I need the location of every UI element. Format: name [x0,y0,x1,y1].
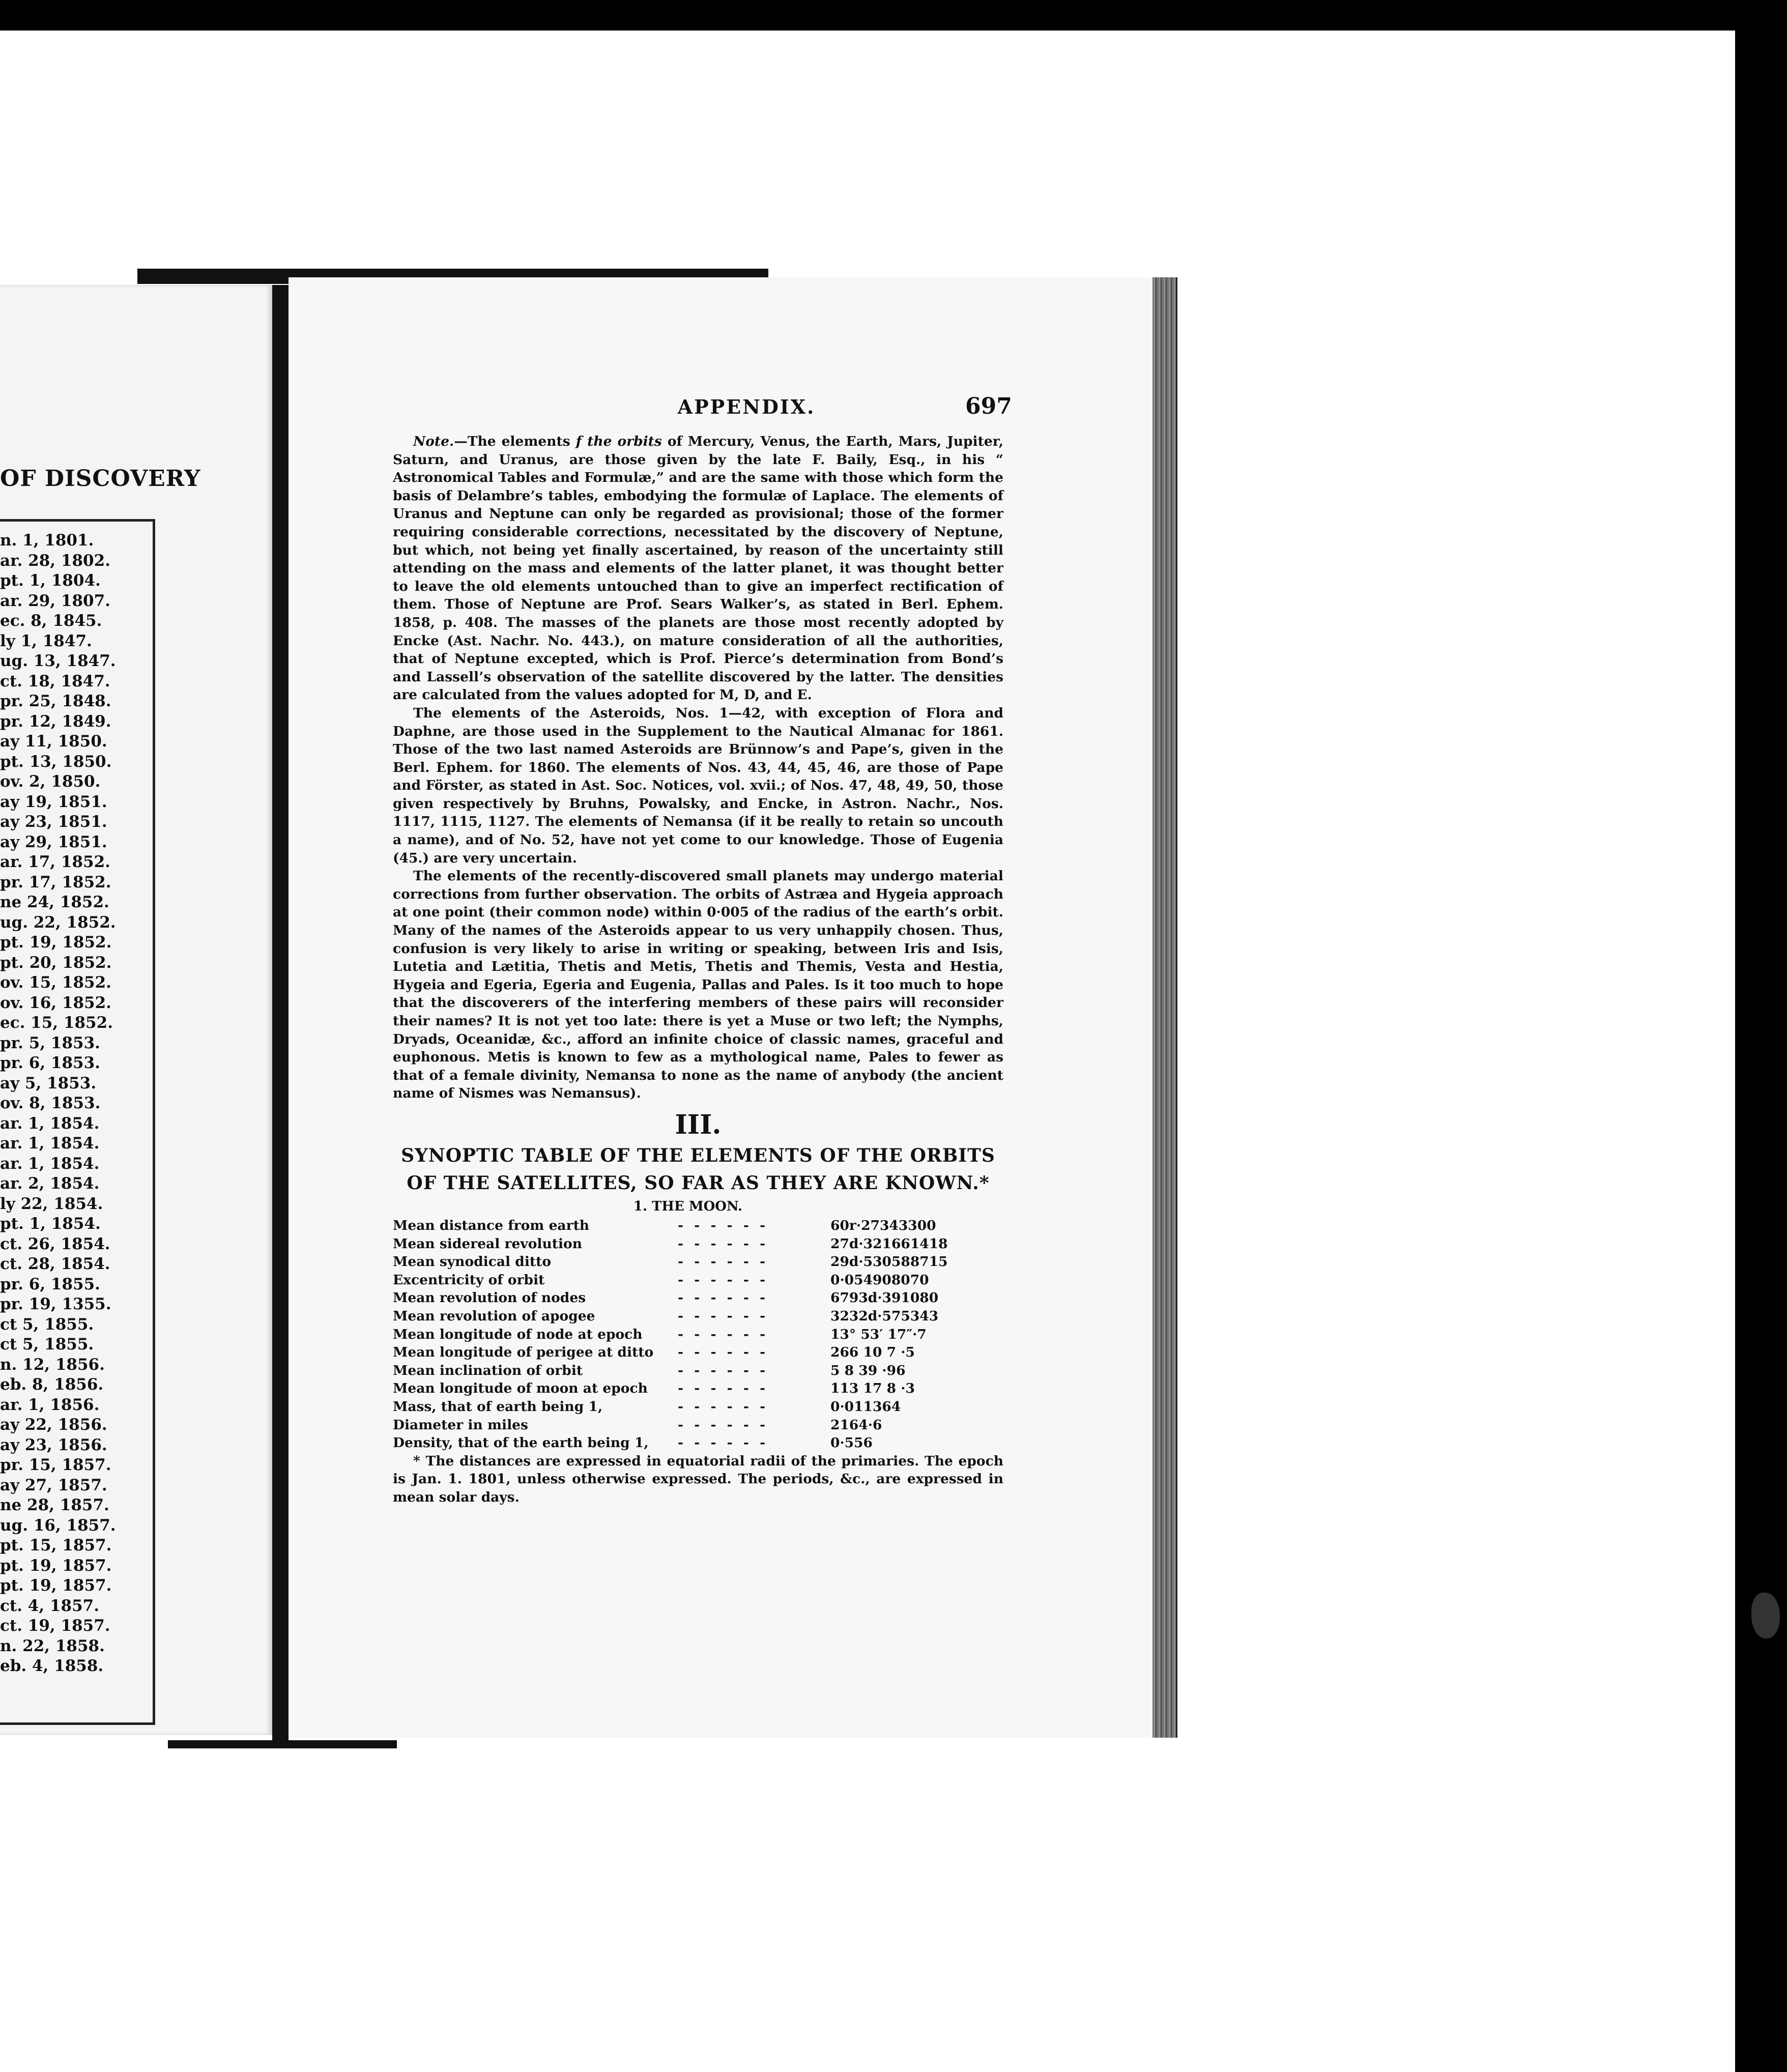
element-value: 0·011364 [830,1398,901,1415]
note-italic: f the orbits [575,434,662,449]
binding-ribbon-bottom [168,1740,397,1748]
discovery-date: ay 22, 1856. [0,1416,107,1434]
asteroids-paragraph: The elements of the Asteroids, Nos. 1—42, with exception of Flora and Daphne, are those used in the Supplement to the Nautical Almanac for 1861. Those of the two last named Asteroids are Brünnow’s and Pape’s, given in the Berl. Ephem. for 1860. The elements of Nos. 43, 44, 45, 46, are those of Pape and Förster, as stated in Ast. Soc. Notices, vol. xvii.; of Nos. 47, 48, 49, 50, those given respectively by Bruhns, Powalsky, and Encke, in Astron. Nachr., Nos. 1117, 1115, 1127. The elements of Nemansa (if it be really to retain so uncouth a name), and of No. 52, have not yet come to our knowledge. Those of Eugenia (45.) are very uncertain. [393,705,1003,866]
discovery-date: ec. 15, 1852. [0,1014,113,1032]
discovery-date: ay 23, 1851. [0,813,107,831]
discovery-date: ct 5, 1855. [0,1335,94,1354]
discovery-date: pt. 19, 1857. [0,1556,112,1575]
discovery-date: ct. 26, 1854. [0,1234,110,1253]
element-name: Mean synodical ditto [393,1254,552,1270]
discovery-date: pr. 12, 1849. [0,712,111,731]
note-paragraph [393,433,1003,704]
discovery-date: ar. 1, 1854. [0,1114,100,1133]
discovery-date: ay 29, 1851. [0,832,107,851]
discovery-date: ar. 1, 1854. [0,1134,100,1153]
leader-dashes: - - - - - - [678,1272,769,1288]
discovery-date: ar. 1, 1856. [0,1395,100,1414]
discovery-date: ne 24, 1852. [0,893,109,911]
element-name: Mean longitude of node at epoch [393,1326,643,1342]
discovery-date: ay 11, 1850. [0,732,107,751]
element-value: 6793d·391080 [830,1290,939,1306]
discovery-date: ct. 28, 1854. [0,1255,110,1273]
discovery-date: ay 23, 1856. [0,1435,107,1454]
discovery-date: ct. 19, 1857. [0,1617,110,1635]
discovery-date: pr. 25, 1848. [0,692,111,710]
scan-speck [1751,1593,1780,1638]
discovery-date: n. 1, 1801. [0,531,94,550]
discovery-date: n. 12, 1856. [0,1355,105,1374]
discovery-date: pr. 6, 1855. [0,1275,100,1293]
discovery-date: ug. 22, 1852. [0,913,116,932]
names-paragraph: The elements of the recently-discovered small planets may undergo material corrections from further observation. The orbits of Astræa and Hygeia approach at one point (their common node) within 0·005 of the radius of the earth’s orbit. Many of the names of the Asteroids appear to us very unhappily chosen. Thus, confusion is very likely to arise in writing or speaking, between Iris and Isis, Lutetia and Lætitia, Thetis and Metis, Thetis and Themis, Vesta and Hestia, Hygeia and Egeria, Egeria and Eugenia, Pallas and Pales. Is it too much to hope that the discoverers of the interfering members of these pairs will reconsider their names? It is not yet too late: there is yet a Muse or two left; the Nymphs, Dryads, Oceanidæ, &c., afford an infinite choice of classic names, graceful and euphonous. Metis is known to few as a mythological name, Pales to fewer as that of a female divinity, Nemansa to none as the name of anybody (the ancient name of Nismes was Nemansus). [393,868,1003,1102]
element-name: Diameter in miles [393,1417,528,1433]
element-value: 113 17 8 ·3 [830,1380,915,1397]
discovery-date: ct. 18, 1847. [0,672,110,690]
leader-dashes: - - - - - - [678,1217,769,1233]
table-row [393,1326,1003,1344]
discovery-date: eb. 4, 1858. [0,1657,104,1675]
discovery-date: ov. 15, 1852. [0,973,111,992]
table-row [393,1379,1003,1398]
page-edges [1152,277,1177,1738]
element-value: 0·054908070 [830,1272,929,1288]
book-spine [272,285,289,1740]
section-title-line-2: OF THE SATELLITES, SO FAR AS THEY ARE KNOWN.* [407,1172,990,1194]
moon-subheading: 1. THE MOON. [633,1198,743,1214]
discovery-date: ar. 2, 1854. [0,1174,100,1193]
page-number: 697 [965,393,1012,419]
element-name: Mass, that of earth being 1, [393,1398,603,1415]
page-content [393,433,1003,1506]
element-value: 266 10 7 ·5 [830,1344,915,1361]
element-value: 3232d·575343 [830,1308,939,1324]
discovery-date: pt. 19, 1857. [0,1576,112,1595]
discovery-date: ar. 29, 1807. [0,591,110,610]
leader-dashes: - - - - - - [678,1380,769,1397]
right-page [289,277,1154,1738]
discovery-date: ne 28, 1857. [0,1496,109,1514]
discovery-date: ly 22, 1854. [0,1194,103,1213]
discovery-date: ly 1, 1847. [0,631,92,650]
element-name: Mean inclination of orbit [393,1362,583,1378]
note-text-a: —The elements [454,434,576,449]
left-page-heading: OF DISCOVERY [0,466,201,492]
discovery-date: pt. 1, 1854. [0,1215,101,1233]
element-value: 2164·6 [830,1417,882,1433]
note-text-b: of Mercury, Venus, the Earth, Mars, Jupiter, Saturn, and Uranus, are those given by the late F. Baily, Esq., in his “ Astronomical Tables and Formulæ,” and are the same with those which form the basis of Delambre’s tables, embodying the formulæ of Laplace. The elements of Uranus and Neptune can only be regarded as provisional; those of the former requiring considerable corrections, necessitated by the discovery of Neptune, but which, not being yet finally ascertained, by reason of the uncertainty still attending on the mass and elements of the latter planet, it was thought better to leave the old elements untouched than to give an imperfect rectification of them. Those of Neptune are Prof. Sears Walker’s, as stated in Berl. Ephem. 1858, p. 408. The masses of the planets are those most recently adopted by Encke (Ast. Nachr. No. 443.), on mature consideration of all the authorities, that of Neptune excepted, which is Prof. Pierce’s determination from Bond’s and Lassell’s observation of the satellite discovered by the latter. The densities are calculated from the values adopted for M, D, and E. [393,434,1003,703]
element-value: 13° 53′ 17″·7 [830,1326,927,1342]
leader-dashes: - - - - - - [678,1435,769,1451]
leader-dashes: - - - - - - [678,1326,769,1342]
discovery-date: ov. 8, 1853. [0,1094,101,1112]
discovery-date: pt. 1, 1804. [0,571,101,590]
section-number: III. [675,1109,722,1140]
section-title-line-1: SYNOPTIC TABLE OF THE ELEMENTS OF THE ORBITS [401,1144,995,1166]
table-row [393,1416,1003,1434]
element-value: 60r·27343300 [830,1217,936,1233]
table-row [393,1253,1003,1271]
element-name: Mean longitude of moon at epoch [393,1380,648,1397]
element-value: 29d·530588715 [830,1254,948,1270]
discovery-date: pr. 6, 1853. [0,1054,100,1072]
element-name: Mean sidereal revolution [393,1235,582,1252]
table-row [393,1434,1003,1452]
element-name: Density, that of the earth being 1, [393,1435,649,1451]
leader-dashes: - - - - - - [678,1290,769,1306]
discovery-dates-list [0,522,153,1677]
discovery-date: n. 22, 1858. [0,1636,105,1655]
discovery-date: ug. 13, 1847. [0,652,116,670]
leader-dashes: - - - - - - [678,1308,769,1324]
discovery-date: ec. 8, 1845. [0,612,102,630]
element-name: Mean longitude of perigee at ditto [393,1344,654,1361]
table-row [393,1235,1003,1253]
leader-dashes: - - - - - - [678,1344,769,1361]
element-name: Mean revolution of apogee [393,1308,595,1324]
discovery-date: pr. 5, 1853. [0,1033,100,1052]
discovery-date: ay 5, 1853. [0,1074,97,1092]
discovery-date: ar. 1, 1854. [0,1154,100,1173]
element-name: Excentricity of orbit [393,1272,545,1288]
table-row [393,1289,1003,1307]
discovery-date: pt. 15, 1857. [0,1536,112,1555]
discovery-date: pt. 13, 1850. [0,752,112,771]
element-name: Mean revolution of nodes [393,1290,586,1306]
element-value: 0·556 [830,1435,873,1451]
discovery-date: ay 19, 1851. [0,792,107,811]
discovery-date: pr. 17, 1852. [0,873,111,891]
leader-dashes: - - - - - - [678,1398,769,1415]
discovery-date: ov. 2, 1850. [0,772,101,791]
table-row [393,1307,1003,1326]
leader-dashes: - - - - - - [678,1417,769,1433]
table-row [393,1362,1003,1380]
discovery-date: ay 27, 1857. [0,1476,107,1494]
leader-dashes: - - - - - - [678,1362,769,1378]
discovery-date: pr. 19, 1355. [0,1295,111,1313]
discovery-date: ct 5, 1855. [0,1315,94,1334]
discovery-date: pr. 15, 1857. [0,1456,111,1474]
element-value: 27d·321661418 [830,1235,948,1252]
discovery-date: ar. 17, 1852. [0,853,110,871]
discovery-dates-table [0,519,155,1725]
discovery-date: ar. 28, 1802. [0,551,110,570]
discovery-date: ct. 4, 1857. [0,1596,100,1615]
leader-dashes: - - - - - - [678,1235,769,1252]
table-row [393,1398,1003,1416]
table-row [393,1271,1003,1289]
element-name: Mean distance from earth [393,1217,590,1233]
element-value: 5 8 39 ·96 [830,1362,906,1378]
footnote: * The distances are expressed in equatorial radii of the primaries. The epoch is Jan. 1. 1801, unless otherwise expressed. The periods, &c., are expressed in mean solar days. [393,1453,1003,1505]
running-head-title: APPENDIX. [677,395,816,418]
left-page [0,285,272,1735]
moon-elements-table [393,1217,1003,1452]
note-label: Note. [413,434,454,449]
leader-dashes: - - - - - - [678,1254,769,1270]
discovery-date: pt. 19, 1852. [0,933,112,952]
discovery-date: eb. 8, 1856. [0,1375,104,1394]
discovery-date: pt. 20, 1852. [0,953,112,972]
discovery-date: ug. 16, 1857. [0,1516,116,1535]
discovery-date: ov. 16, 1852. [0,993,111,1012]
table-row [393,1217,1003,1235]
table-row [393,1343,1003,1362]
